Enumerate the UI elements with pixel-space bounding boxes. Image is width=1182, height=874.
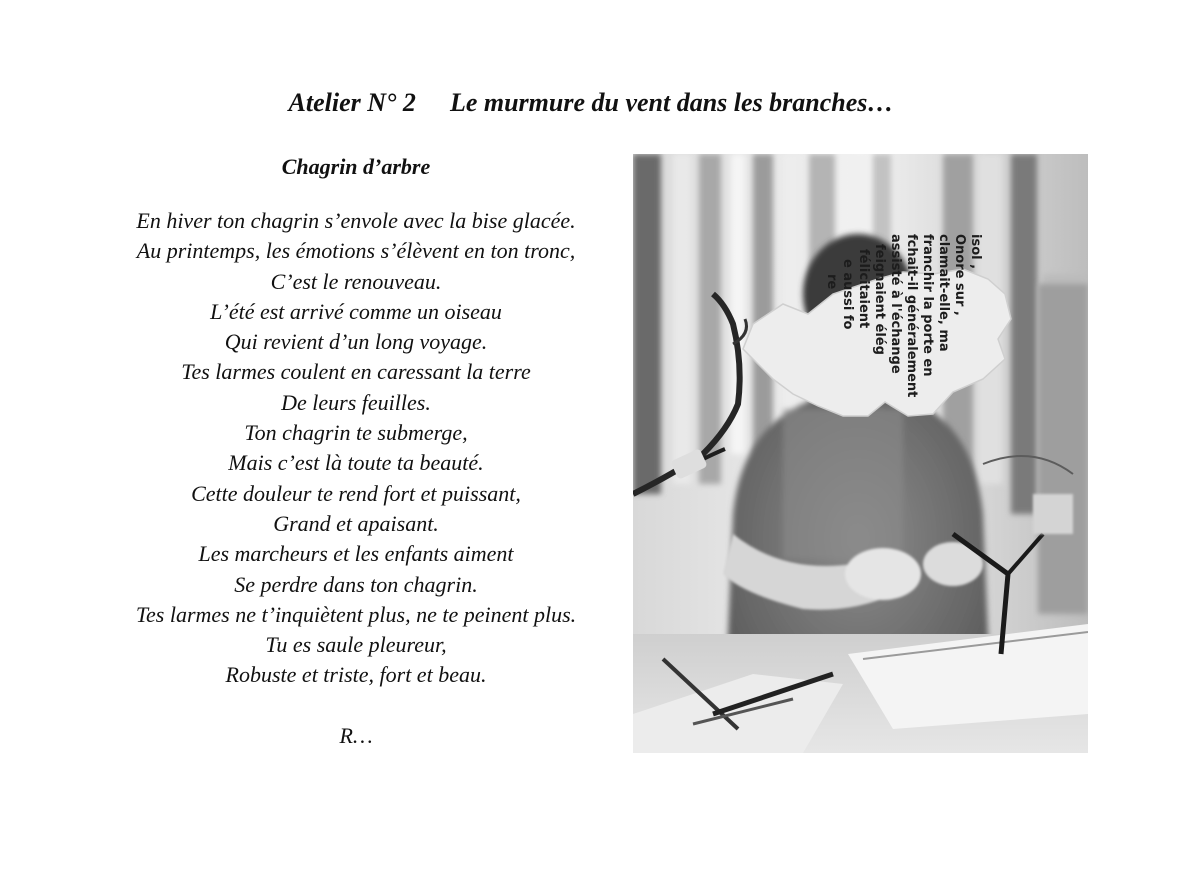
wall-shelf (1038, 284, 1088, 614)
leaf-text: re (824, 274, 839, 290)
leaf-text: Onore sur , (952, 234, 967, 316)
page-title (0, 88, 1182, 118)
poem (106, 152, 606, 751)
leaf-text: félicitaient (856, 249, 871, 329)
poem-line: Grand et apaisant. (273, 510, 439, 536)
poem-line: Ton chagrin te submerge, (244, 420, 468, 446)
poem-line: En hiver ton chagrin s’envole avec la bise glacée. (136, 208, 576, 233)
poem-line: Qui revient d’un long voyage. (224, 329, 488, 355)
leaf-text: fchait-il généralement (904, 234, 919, 398)
leaf-text: franchir la porte en (920, 234, 935, 377)
poem-body (106, 206, 606, 691)
poem-line: Cette douleur te rend fort et puissant, (191, 480, 521, 506)
poem-line: Les marcheurs et les enfants aiment (198, 541, 514, 567)
poem-line: Tes larmes ne t’inquiètent plus, ne te peinent plus. (135, 601, 577, 627)
poem-line: Mais c’est là toute ta beauté. (228, 450, 484, 476)
poem-line: C’est le renouveau. (270, 268, 442, 294)
poem-line: Au printemps, les émotions s’élèvent en ton tronc, (136, 238, 576, 264)
workshop-photo (633, 154, 1088, 753)
poem-signature: R… (339, 722, 373, 748)
leaf-text: e aussi fo (840, 259, 855, 330)
poem-line: Robuste et triste, fort et beau. (225, 662, 487, 688)
workshop-number: Atelier N° 2 (288, 88, 416, 117)
poem-title: Chagrin d’arbre (281, 154, 431, 179)
leaf-text: assisté à l'échange (888, 234, 903, 374)
poem-line: De leurs feuilles. (281, 389, 431, 415)
leaf-text: clamait-elle, ma (936, 234, 951, 352)
poem-line: Tu es saule pleureur, (265, 632, 447, 658)
leaf-text: feignaient élég (872, 244, 887, 355)
photo-illustration (633, 154, 1088, 753)
poem-line: Se perdre dans ton chagrin. (234, 571, 478, 597)
poem-line: L’été est arrivé comme un oiseau (210, 298, 502, 324)
poem-line: Tes larmes coulent en caressant la terre (181, 359, 531, 385)
leaf-text: isol , (968, 234, 983, 270)
workshop-theme: Le murmure du vent dans les branches… (449, 88, 894, 117)
